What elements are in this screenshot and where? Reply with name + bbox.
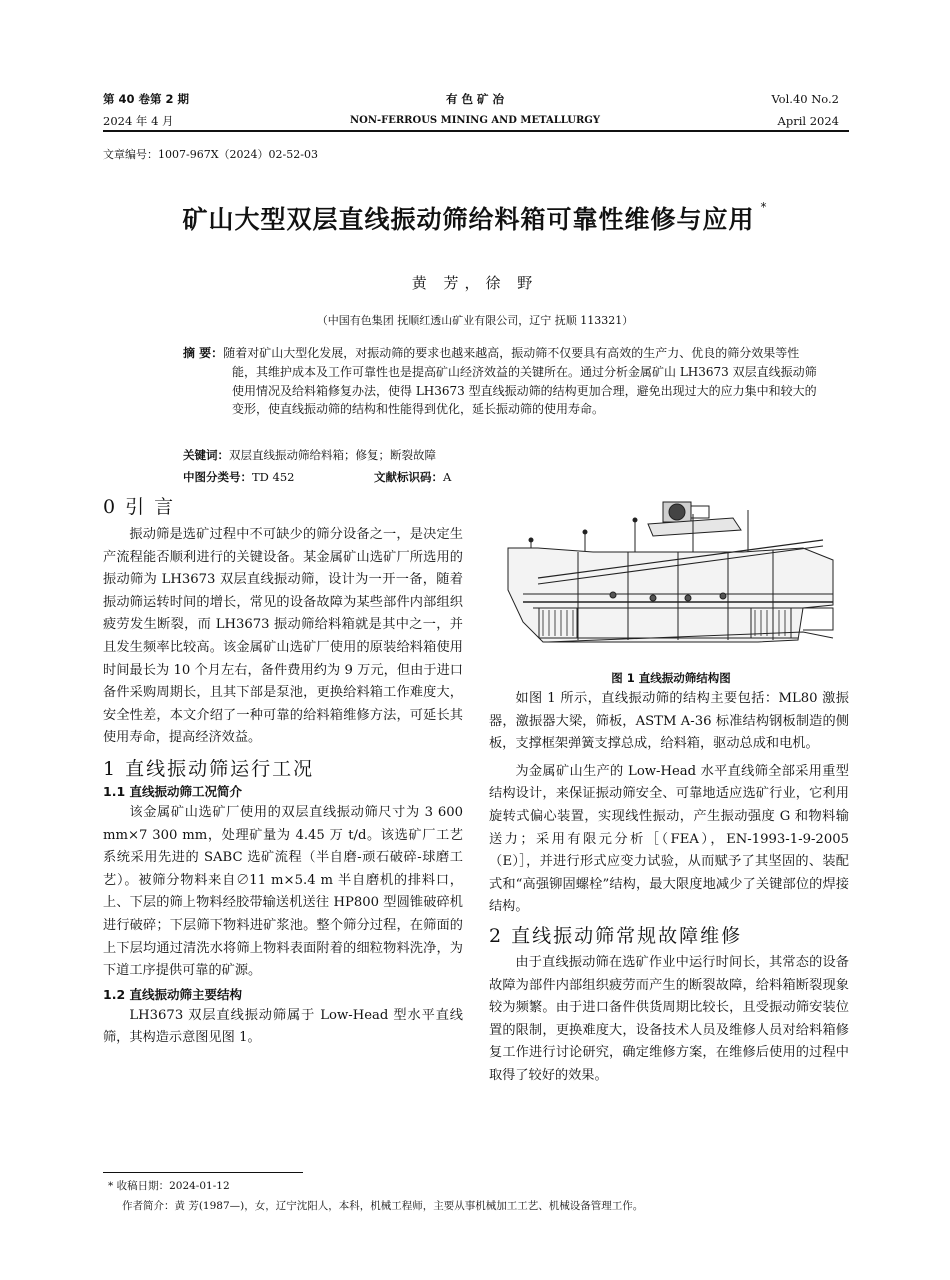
abstract-label: 摘 要： (183, 346, 224, 360)
title-footnote-mark: * (760, 200, 768, 214)
vibrating-screen-drawing (503, 490, 839, 665)
paragraph-faults: 由于直线振动筛在选矿作业中运行时间长，其常态的设备故障为部件内部组织疲劳而产生的断裂故障，给料箱断裂现象较为频繁。由于进口备件供货周期比较长，且受振动筛安装位置的限制，更换难度大，设备技术人员及维修人员对给料箱修复工作进行讨论研究，确定维修方案，在维修后使用的过程中取得了较好的效果。 (489, 954, 849, 1083)
affiliation: （中国有色集团 抚顺红透山矿业有限公司，辽宁 抚顺 113321） (316, 314, 634, 327)
author-bio: 作者简介：黄 芳(1987—)，女，辽宁沈阳人，本科，机械工程师，主要从事机械加工工艺、机械设备管理工作。 (122, 1200, 644, 1212)
abstract-text: 随着对矿山大型化发展，对振动筛的要求也越来越高，振动筛不仅要具有高效的生产力、优良的筛分效果等性能，其维护成本及工作可靠性也是提高矿山经济效益的关键所在。通过分析金属矿山 LH3673 双层直线振动筛使用情况及给料箱修复办法，使得 LH3673 型直线振动筛的结构更加合理，避免出现过大的应力集中和较大的变形，使直线振动筛的结构和性能得到优化，延长振动筛的使用寿命。 (223, 346, 817, 417)
section-2-heading: 2 直线振动筛常规故障维修 (489, 924, 743, 947)
right-column (489, 688, 849, 1088)
received-date: * 收稿日期：2024-01-12 (108, 1180, 230, 1192)
journal-title-cn: 有 色 矿 冶 (445, 92, 504, 106)
section-1-heading: 1 直线振动筛运行工况 (103, 757, 315, 780)
keywords: 关键词：双层直线振动筛给料箱；修复；断裂故障 (183, 448, 436, 462)
header-rule (103, 130, 849, 132)
figure-1-caption: 图 1 直线振动筛结构图 (611, 671, 731, 685)
volume-issue-en: Vol.40 No.2 (771, 92, 839, 106)
paragraph-1-1: 该金属矿山选矿厂使用的双层直线振动筛尺寸为 3 600 mm×7 300 mm，处理矿量为 4.45 万 t/d。该选矿厂工艺系统采用先进的 SABC 选矿流程（半自磨-顽石破碎-球磨工艺）。被筛分物料来自∅11 m×5.4 m 半自磨机的排料口，上、下层的筛上物料经胶带输送机送往 HP800 型圆锥破碎机进行破碎；下层筛下物料进矿浆池。整个筛分过程，在筛面的上下层均通过清洗水将筛上物料表面附着的细粒物料洗净，为下道工序提供可靠的矿源。 (103, 804, 463, 979)
footnote-rule (103, 1172, 303, 1173)
date-cn: 2024 年 4 月 (103, 114, 174, 128)
article-title: 矿山大型双层直线振动筛给料箱可靠性维修与应用 * (182, 200, 768, 234)
authors: 黄 芳，徐 野 (411, 274, 539, 292)
paragraph-1-2: LH3673 双层直线振动筛属于 Low-Head 型水平直线筛，其构造示意图见图 1。 (103, 1007, 463, 1046)
abstract (183, 344, 818, 419)
subsection-1-1-heading: 1.1 直线振动筛工况简介 (103, 783, 242, 799)
volume-issue-cn: 第 40 卷第 2 期 (103, 92, 190, 106)
document-code: 文献标识码：A (374, 470, 452, 484)
left-column (103, 494, 463, 1050)
clc-number: 中图分类号：TD 452 (183, 470, 295, 484)
paragraph-low-head: 为金属矿山生产的 Low-Head 水平直线筛全部采用重型结构设计，来保证振动筛安全、可靠地适应选矿行业，它利用旋转式偏心装置，实现线性振动，产生振动强度 G 和物料输送力；采用有限元分析［（FEA），EN-1993-1-9-2005（E）］，并进行形式应变力试验，从而赋予了其坚固的、装配式和“高强铆固螺栓”结构，最大限度地减少了关键部位的焊接结构。 (489, 763, 849, 915)
section-0-heading: 0 引 言 (103, 496, 176, 518)
paragraph-intro: 振动筛是选矿过程中不可缺少的筛分设备之一，是决定生产流程能否顺利进行的关键设备。某金属矿山选矿厂所选用的振动筛为 LH3673 双层直线振动筛，设计为一开一备，随着振动筛运转时间的增长，常见的设备故障为某些部件内部组织疲劳发生断裂，而 LH3673 振动筛给料箱就是其中之一，并且发生频率比较高。该金属矿山选矿厂使用的原装给料箱使用时间最长为 10 个月左右，备件费用约为 9 万元，但由于进口备件采购周期长，且其下部是泵池，更换给料箱工作难度大，安全性差，本文介绍了一种可靠的给料箱维修方法，可延长其使用寿命，提高经济效益。 (103, 527, 463, 746)
figure-1 (503, 490, 839, 665)
date-en: April 2024 (777, 114, 839, 128)
subsection-1-2-heading: 1.2 直线振动筛主要结构 (103, 986, 242, 1002)
article-number: 文章编号：1007-967X（2024）02-52-03 (103, 148, 318, 161)
paragraph-structure: 如图 1 所示，直线振动筛的结构主要包括：ML80 激振器，激振器大梁，筛板，ASTM A-36 标准结构钢板制造的侧板，支撑框架弹簧支撑总成，给料箱，驱动总成和电机。 (489, 691, 849, 752)
journal-title-en: NON-FERROUS MINING AND METALLURGY (350, 115, 600, 126)
